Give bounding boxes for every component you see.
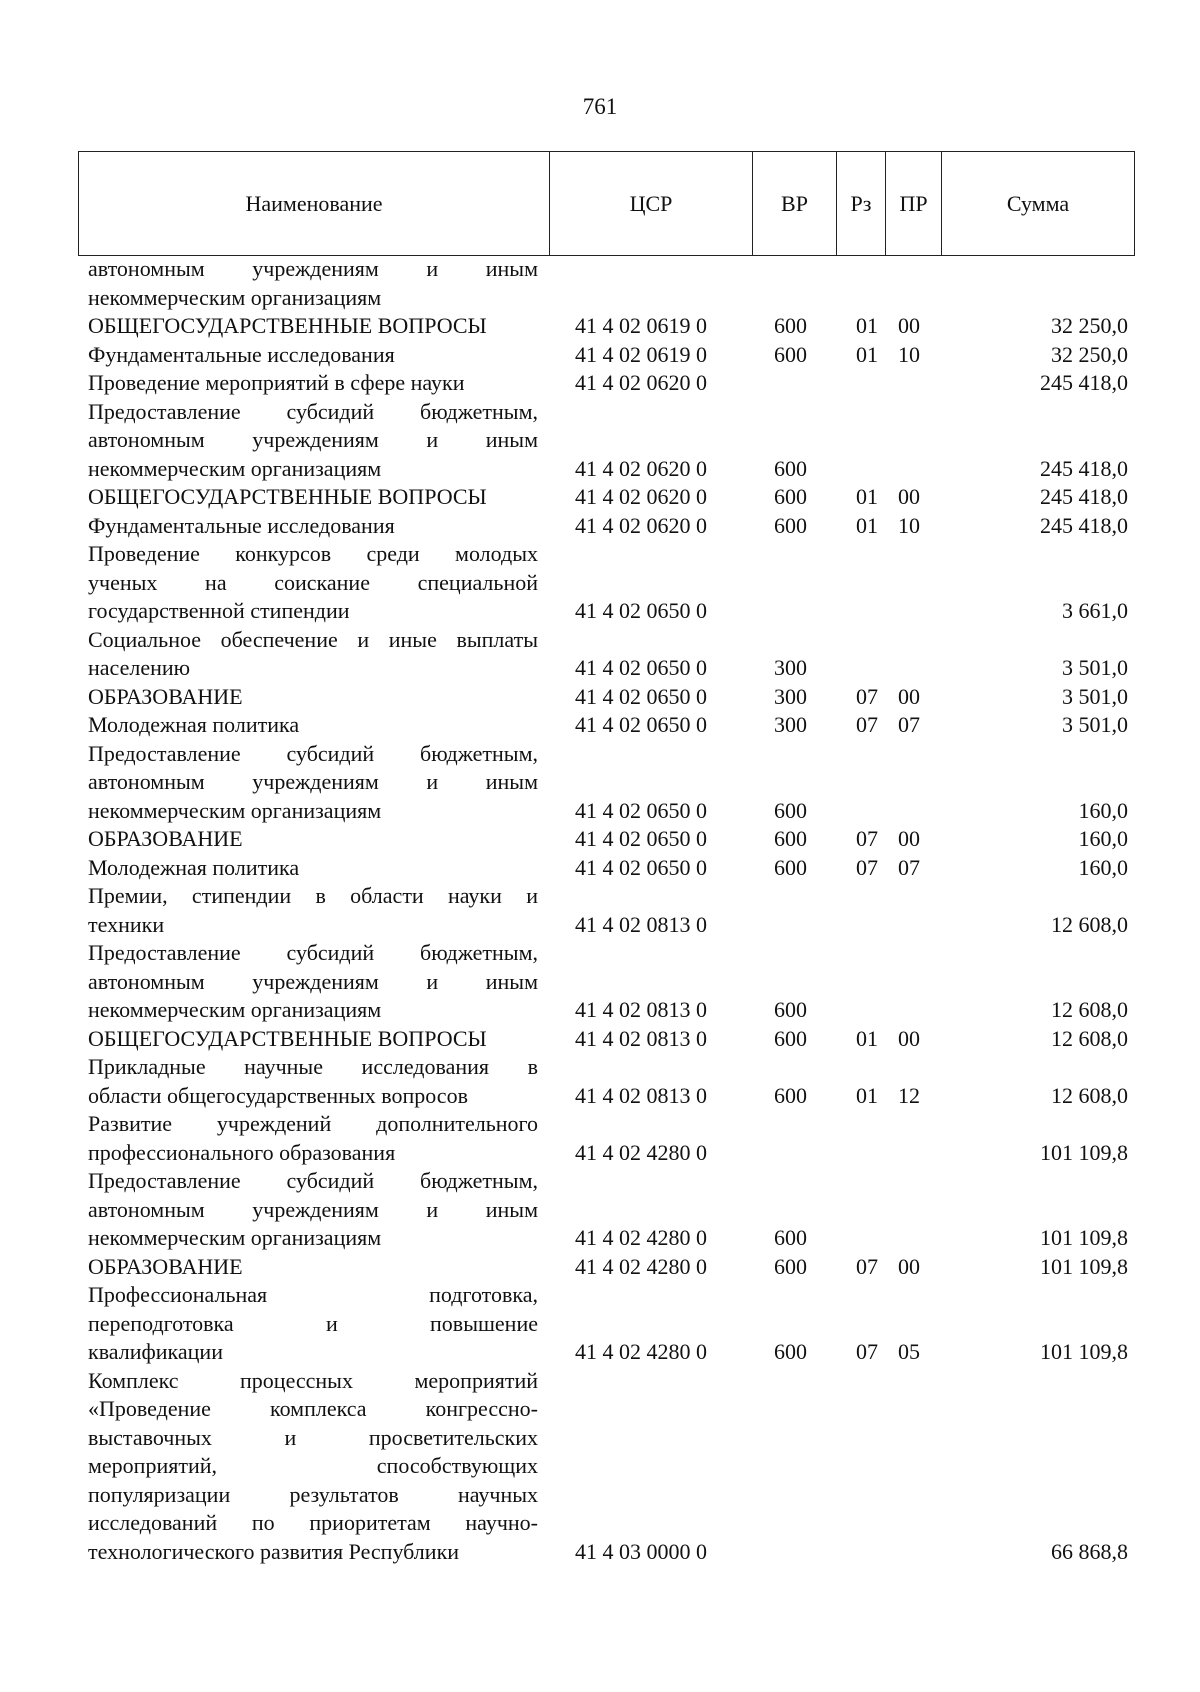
row-sum: 160,0 <box>1078 797 1128 823</box>
row-csr: 41 4 02 0813 0 <box>575 1025 707 1051</box>
table-row <box>88 1167 1128 1253</box>
row-name-line: автономным учреждениям и иным <box>88 769 538 794</box>
row-sum: 101 109,8 <box>1040 1339 1128 1364</box>
row-name-line: Премии, стипендии в области науки и <box>88 883 538 908</box>
row-vr: 300 <box>774 655 807 680</box>
table-row <box>88 882 1128 939</box>
header-csr: ЦСР <box>550 152 753 256</box>
table-row <box>88 740 1128 826</box>
row-sum: 12 608,0 <box>1051 911 1128 937</box>
row-csr: 41 4 02 0650 0 <box>575 683 707 709</box>
row-sum: 3 661,0 <box>1062 598 1128 623</box>
row-vr: 300 <box>774 683 807 709</box>
row-name-line: Проведение конкурсов среди молодых <box>88 541 538 566</box>
row-name-line: исследований по приоритетам научно- <box>88 1510 538 1535</box>
row-name-line: ОБЩЕГОСУДАРСТВЕННЫЕ ВОПРОСЫ <box>88 1025 487 1051</box>
row-name-line: Предоставление субсидий бюджетным, <box>88 1168 538 1193</box>
row-sum: 3 501,0 <box>1062 683 1128 709</box>
row-rz: 01 <box>856 313 878 338</box>
row-csr: 41 4 02 4280 0 <box>575 1139 707 1165</box>
row-sum: 12 608,0 <box>1051 997 1128 1022</box>
row-csr: 41 4 02 0620 0 <box>575 370 707 395</box>
table-row <box>88 1253 1128 1282</box>
row-name-line: переподготовка и повышение <box>88 1310 538 1336</box>
row-vr: 300 <box>774 712 807 737</box>
header-rz: Рз <box>837 152 886 256</box>
row-name-line: ОБЩЕГОСУДАРСТВЕННЫЕ ВОПРОСЫ <box>88 313 487 338</box>
row-csr: 41 4 02 0650 0 <box>575 712 707 737</box>
row-name-line: Комплекс процессных мероприятий <box>88 1367 538 1393</box>
row-sum: 101 109,8 <box>1040 1253 1128 1279</box>
table-row <box>88 341 1128 370</box>
row-name-line: ученых на соискание специальной <box>88 569 538 595</box>
row-name-line: некоммерческим организациям <box>88 455 382 481</box>
table-row <box>88 312 1128 341</box>
row-pr: 07 <box>898 854 920 880</box>
row-rz: 07 <box>856 854 878 880</box>
row-sum: 245 418,0 <box>1040 455 1128 481</box>
row-sum: 3 501,0 <box>1062 655 1128 680</box>
row-name-line: выставочных и просветительских <box>88 1424 538 1450</box>
row-name-line: мероприятий, способствующих <box>88 1453 538 1478</box>
row-name-line: автономным учреждениям и иным <box>88 968 538 994</box>
row-csr: 41 4 03 0000 0 <box>575 1538 707 1564</box>
row-name-line: некоммерческим организациям <box>88 997 382 1022</box>
row-pr: 00 <box>898 484 920 509</box>
row-pr: 00 <box>898 683 920 709</box>
row-csr: 41 4 02 0813 0 <box>575 1082 707 1108</box>
row-csr: 41 4 02 0650 0 <box>575 655 707 680</box>
row-sum: 160,0 <box>1078 826 1128 851</box>
row-pr: 10 <box>898 341 920 367</box>
table-row <box>88 825 1128 854</box>
row-name-line: Фундаментальные исследования <box>88 341 395 367</box>
row-rz: 07 <box>856 826 878 851</box>
row-csr: 41 4 02 0813 0 <box>575 911 707 937</box>
row-vr: 600 <box>774 512 807 538</box>
row-pr: 12 <box>898 1082 920 1108</box>
table-row <box>88 1367 1128 1567</box>
table-row <box>88 683 1128 712</box>
row-vr: 600 <box>774 484 807 509</box>
row-name-line: ОБРАЗОВАНИЕ <box>88 826 243 851</box>
header-pr: ПР <box>886 152 942 256</box>
table-row <box>88 369 1128 398</box>
row-sum: 245 418,0 <box>1040 484 1128 509</box>
table-row <box>88 711 1128 740</box>
row-csr: 41 4 02 0620 0 <box>575 512 707 538</box>
row-name-line: Прикладные научные исследования в <box>88 1054 538 1079</box>
row-pr: 10 <box>898 512 920 538</box>
row-csr: 41 4 02 0813 0 <box>575 997 707 1022</box>
row-vr: 600 <box>774 1082 807 1108</box>
table-row <box>88 1053 1128 1110</box>
row-rz: 07 <box>856 683 878 709</box>
row-vr: 600 <box>774 854 807 880</box>
row-sum: 3 501,0 <box>1062 712 1128 737</box>
row-sum: 32 250,0 <box>1051 341 1128 367</box>
row-sum: 12 608,0 <box>1051 1025 1128 1051</box>
row-name-line: Проведение мероприятий в сфере науки <box>88 370 465 395</box>
row-csr: 41 4 02 0619 0 <box>575 341 707 367</box>
page-number: 761 <box>582 94 618 119</box>
row-vr: 600 <box>774 826 807 851</box>
row-pr: 05 <box>898 1339 920 1364</box>
row-rz: 01 <box>856 1082 878 1108</box>
row-name-line: Молодежная политика <box>88 854 300 880</box>
header-vr: ВР <box>753 152 837 256</box>
row-vr: 600 <box>774 455 807 481</box>
row-csr: 41 4 02 0650 0 <box>575 854 707 880</box>
row-name-line: Предоставление субсидий бюджетным, <box>88 398 538 424</box>
row-vr: 600 <box>774 1225 807 1250</box>
row-pr: 07 <box>898 712 920 737</box>
row-name-line: популяризации результатов научных <box>88 1481 538 1507</box>
row-name-line: некоммерческим организациям <box>88 284 382 310</box>
row-rz: 01 <box>856 341 878 367</box>
row-sum: 245 418,0 <box>1040 370 1128 395</box>
table-row <box>88 1281 1128 1367</box>
row-name-line: технологического развития Республики <box>88 1538 460 1564</box>
header-sum: Сумма <box>942 152 1135 256</box>
row-name-line: некоммерческим организациям <box>88 1225 382 1250</box>
row-name-line: некоммерческим организациям <box>88 797 382 823</box>
table-row <box>88 939 1128 1025</box>
row-vr: 600 <box>774 313 807 338</box>
row-csr: 41 4 02 0650 0 <box>575 598 707 623</box>
table-row <box>88 626 1128 683</box>
row-name-line: ОБРАЗОВАНИЕ <box>88 1253 243 1279</box>
row-vr: 600 <box>774 1025 807 1051</box>
row-name <box>88 1367 538 1567</box>
row-name-line: квалификации <box>88 1339 223 1364</box>
table-row <box>88 1025 1128 1054</box>
row-sum: 160,0 <box>1078 854 1128 880</box>
row-vr: 600 <box>774 1253 807 1279</box>
row-rz: 07 <box>856 1339 878 1364</box>
row-name-line: Развитие учреждений дополнительного <box>88 1111 538 1136</box>
row-rz: 01 <box>856 1025 878 1051</box>
row-sum: 32 250,0 <box>1051 313 1128 338</box>
row-csr: 41 4 02 0620 0 <box>575 455 707 481</box>
row-name-line: Социальное обеспечение и иные выплаты <box>88 626 538 652</box>
row-csr: 41 4 02 4280 0 <box>575 1225 707 1250</box>
row-vr: 600 <box>774 797 807 823</box>
row-csr: 41 4 02 0620 0 <box>575 484 707 509</box>
row-name-line: автономным учреждениям и иным <box>88 427 538 452</box>
row-name-line: «Проведение комплекса конгрессно- <box>88 1396 538 1421</box>
table-row <box>88 512 1128 541</box>
header-name: Наименование <box>79 152 550 256</box>
row-name-line: ОБРАЗОВАНИЕ <box>88 683 243 709</box>
row-name-line: Профессиональная подготовка, <box>88 1282 538 1307</box>
row-sum: 66 868,8 <box>1051 1538 1128 1564</box>
row-csr: 41 4 02 4280 0 <box>575 1253 707 1279</box>
row-vr: 600 <box>774 341 807 367</box>
row-name-line: Молодежная политика <box>88 712 300 737</box>
row-name-line: ОБЩЕГОСУДАРСТВЕННЫЕ ВОПРОСЫ <box>88 484 487 509</box>
row-name-line: Предоставление субсидий бюджетным, <box>88 940 538 965</box>
row-csr: 41 4 02 0650 0 <box>575 797 707 823</box>
row-rz: 01 <box>856 512 878 538</box>
row-pr: 00 <box>898 826 920 851</box>
row-name-line: автономным учреждениям и иным <box>88 256 538 281</box>
row-vr: 600 <box>774 997 807 1022</box>
row-name-line: Предоставление субсидий бюджетным, <box>88 740 538 766</box>
table-row <box>88 255 1128 312</box>
row-sum: 101 109,8 <box>1040 1225 1128 1250</box>
row-pr: 00 <box>898 313 920 338</box>
row-csr: 41 4 02 0650 0 <box>575 826 707 851</box>
table-row <box>88 1110 1128 1167</box>
row-name-line: Фундаментальные исследования <box>88 512 395 538</box>
row-pr: 00 <box>898 1025 920 1051</box>
row-rz: 01 <box>856 484 878 509</box>
row-rz: 07 <box>856 712 878 737</box>
row-name-line: профессионального образования <box>88 1139 396 1165</box>
row-name-line: автономным учреждениям и иным <box>88 1196 538 1222</box>
row-name-line: области общегосударственных вопросов <box>88 1082 468 1108</box>
row-name-line: техники <box>88 911 165 937</box>
table-body <box>88 255 1128 1566</box>
row-rz: 07 <box>856 1253 878 1279</box>
table-header <box>78 151 1135 256</box>
row-sum: 245 418,0 <box>1040 512 1128 538</box>
table-row <box>88 398 1128 484</box>
row-vr: 600 <box>774 1339 807 1364</box>
row-name-line: государственной стипендии <box>88 598 350 623</box>
row-csr: 41 4 02 0619 0 <box>575 313 707 338</box>
table-row <box>88 540 1128 626</box>
row-sum: 101 109,8 <box>1040 1139 1128 1165</box>
row-name-line: населению <box>88 655 191 680</box>
row-sum: 12 608,0 <box>1051 1082 1128 1108</box>
row-pr: 00 <box>898 1253 920 1279</box>
table-row <box>88 854 1128 883</box>
table-row <box>88 483 1128 512</box>
row-csr: 41 4 02 4280 0 <box>575 1339 707 1364</box>
